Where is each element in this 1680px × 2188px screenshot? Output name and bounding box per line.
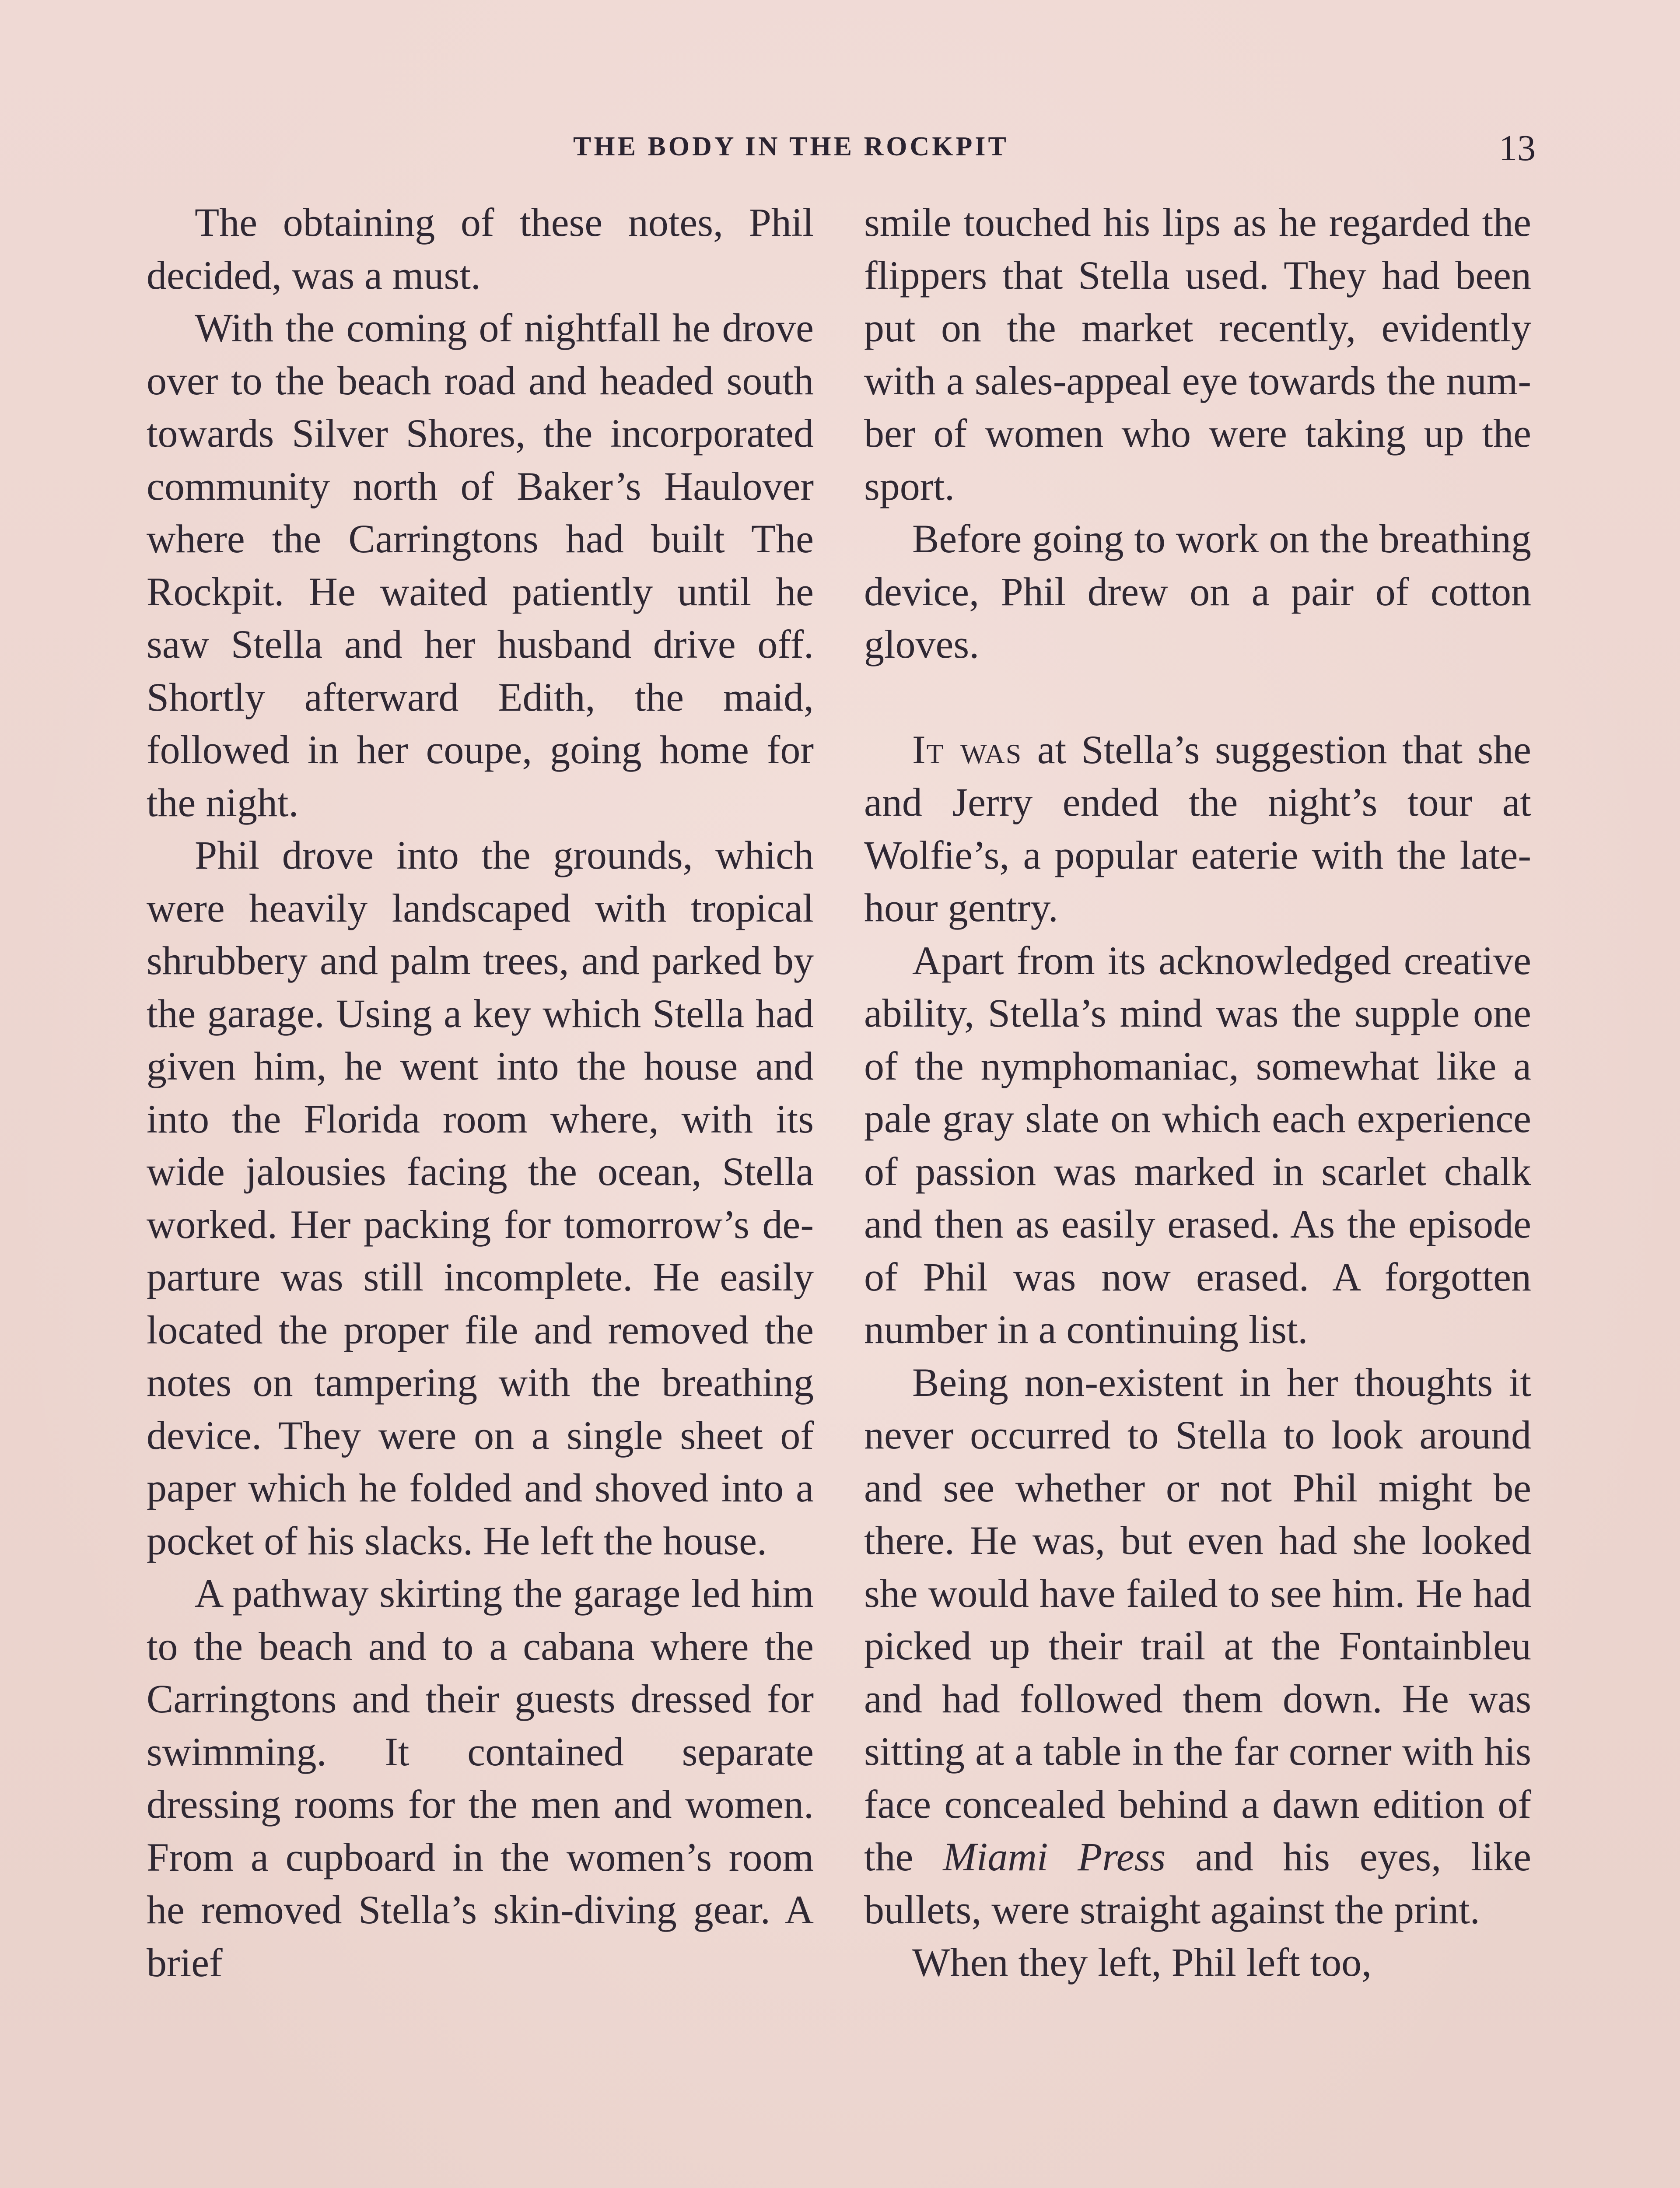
paragraph: The obtaining of these notes, Phil decided, was a must. [147, 200, 814, 298]
section-opening-text: at Stella’s suggestion that she and Jerry ended the night’s tour at Wolfie’s, a popular eaterie with the late-hour gentry. [864, 727, 1531, 930]
page-number: 13 [1499, 128, 1536, 168]
paragraph: With the coming of nightfall he drove over to the beach road and headed south towards Silver Shores, the incorporated community north of Baker’s Haulover where the Carringtons had built The Rockpit. He waited patiently until he saw Stella and her husband drive off. Shortly afterward Edith, the maid, followed in her coupe, going home for the night. [147, 305, 814, 825]
paragraph: When they left, Phil left too, [912, 1940, 1372, 1985]
left-column [147, 196, 814, 1989]
paragraph-text: Being non-existent in her thoughts it never occurred to Stella to look around and see whether or not Phil might be there. He was, but even had she looked she would have failed to see him. He had picked up their trail at the Fontainbleu and had followed them down. He was sitting at a table in the far corner with his face concealed behind a dawn edition of the [864, 1360, 1531, 1879]
right-column [864, 196, 1531, 1989]
paragraph-text: and his eyes, like bullets, were straight against the print. [864, 1834, 1531, 1932]
paragraph: A pathway skirting the garage led him to the beach and to a cabana where the Carringtons and their guests dressed for swimming. It contained separate dressing rooms for the men and women. From a cupboard in the women’s room he removed Stella’s skin-diving gear. A brief [147, 1571, 814, 1985]
publication-title: Miami Press [943, 1834, 1166, 1879]
paragraph: Before going to work on the breathing device, Phil drew on a pair of cotton gloves. [864, 516, 1531, 666]
section-start-paragraph [864, 723, 1531, 934]
section-opening-words: It was [912, 727, 1022, 772]
running-head: THE BODY IN THE ROCKPIT [573, 132, 1009, 161]
paragraph [864, 1356, 1531, 1936]
paragraph: Phil drove into the grounds, which were heavily landscaped with tropical shrubbery and palm trees, and parked by the garage. Using a key which Stella had given him, he went into the house and into the Florida room where, with its wide jalousies facing the ocean, Stella worked. Her packing for tomorrow’s departure was still incomplete. He easily located the proper file and removed the notes on tampering with the breathing device. They were on a single sheet of paper which he folded and shoved into a pocket of his slacks. He left the house. [147, 833, 814, 1563]
paragraph: Apart from its acknowledged creative ability, Stella’s mind was the supple one of the nymphomaniac, somewhat like a pale gray slate on which each experience of passion was marked in scarlet chalk and then as easily erased. As the episode of Phil was now erased. A forgotten number in a continuing list. [864, 938, 1531, 1352]
paragraph-continuation: smile touched his lips as he regarded the flippers that Stella used. They had been put on the market recently, evidently with a sales-appeal eye towards the number of women who were taking up the sport. [864, 200, 1531, 508]
